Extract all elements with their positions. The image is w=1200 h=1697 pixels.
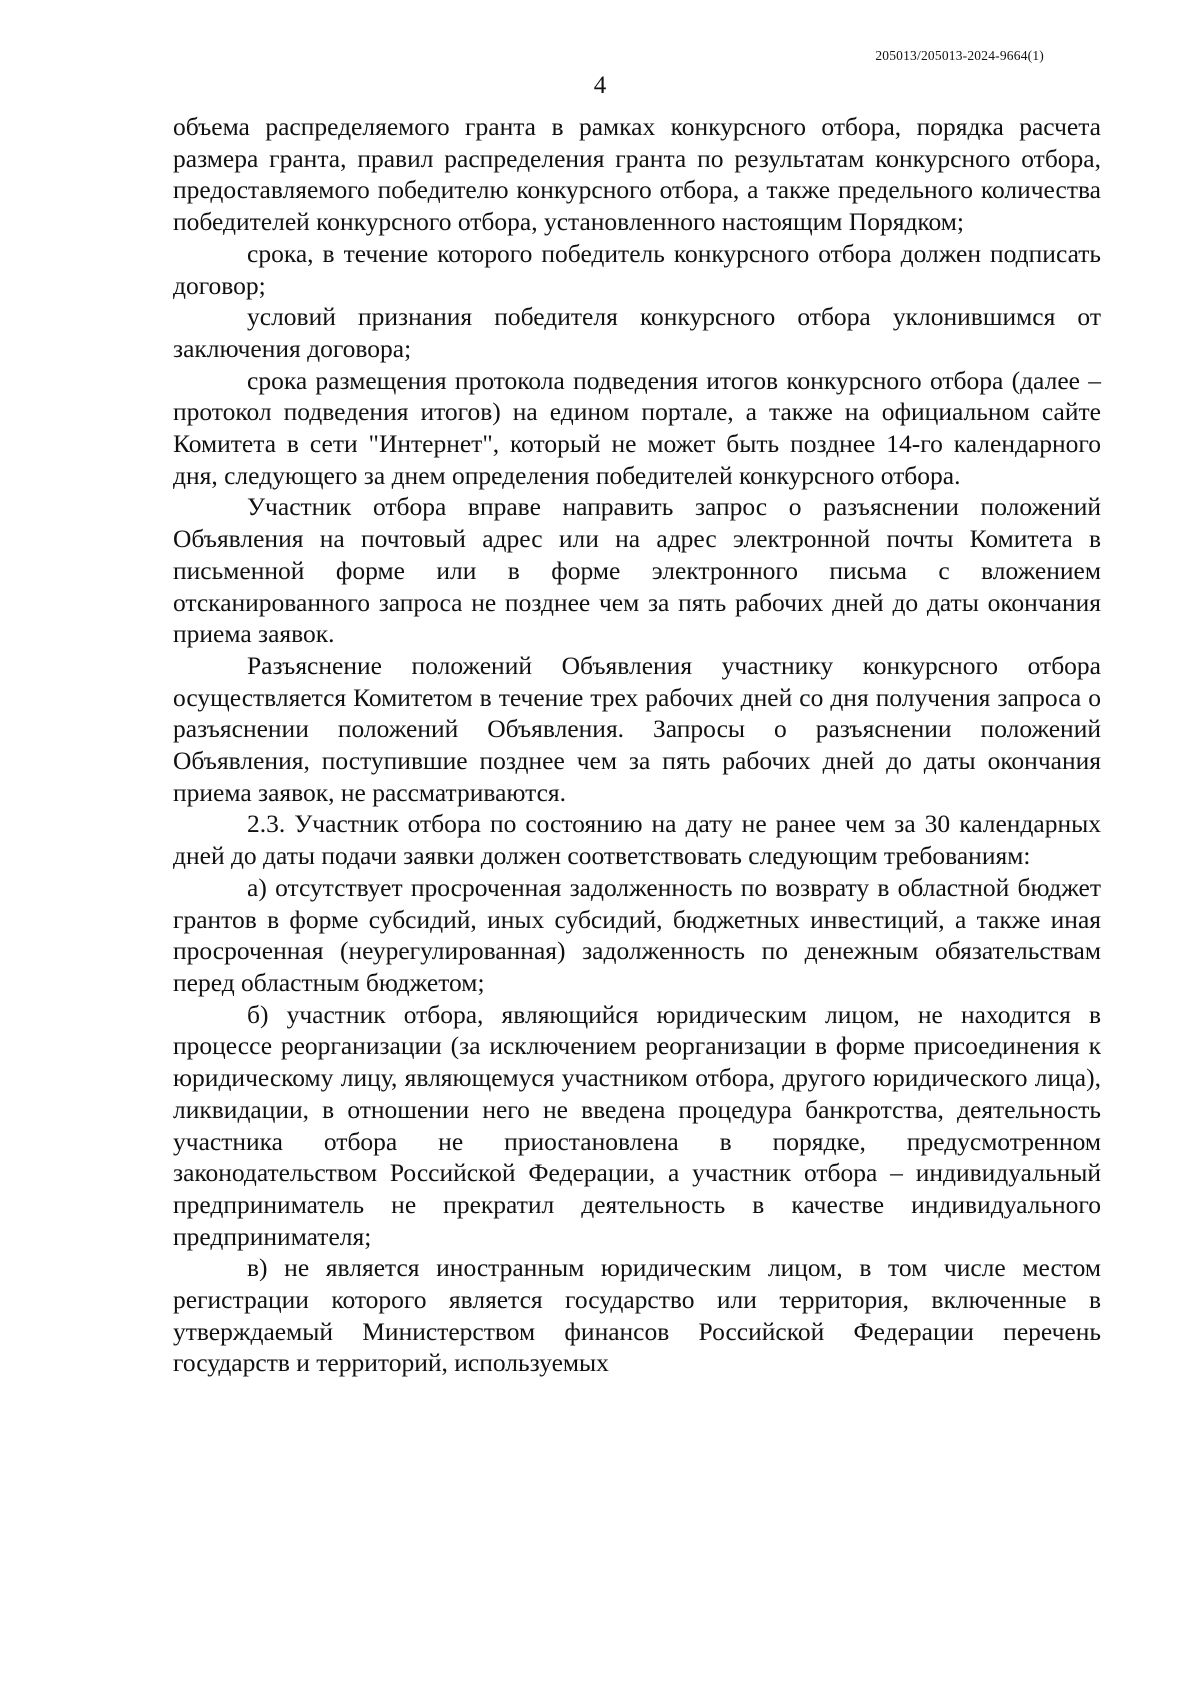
paragraph-1: объема распределяемого гранта в рамках конкурсного отбора, порядка расчета размера гранта, правил распределения гранта по результатам конкурсного отбора, предоставляемого победителю конкурсного отбора, а также предельного количества победителей конкурсного отбора, установленного настоящим Порядком; [173, 112, 1101, 237]
paragraph-9: б) участник отбора, являющийся юридическим лицом, не находится в процессе реорганизации (за исключением реорганизации в форме присоединения к юридическому лицу, являющемуся участником отбора, другого юридического лица), ликвидации, в отношении него не введена процедура банкротства, деятельность участника отбора не приостановлена в порядке, предусмотренном законодательством Российской Федерации, а участник отбора – индивидуальный предприниматель не прекратил деятельность в качестве индивидуального предпринимателя; [173, 999, 1101, 1251]
paragraph-4: срока размещения протокола подведения итогов конкурсного отбора (далее – протокол подведения итогов) на едином портале, а также на официальном сайте Комитета в сети "Интернет", который не может быть позднее 14-го календарного дня, следующего за днем определения победителей конкурсного отбора. [173, 365, 1101, 490]
paragraph-8: а) отсутствует просроченная задолженность по возврату в областной бюджет грантов в форме субсидий, иных субсидий, бюджетных инвестиций, а также иная просроченная (неурегулированная) задолженность по денежным обязательствам перед областным бюджетом; [173, 872, 1101, 997]
page-number: 4 [593, 72, 607, 99]
paragraph-10: в) не является иностранным юридическим лицом, в том числе местом регистрации которого является государство или территория, включенные в утверждаемый Министерством финансов Российской Федерации перечень государств и территорий, используемых [173, 1253, 1101, 1378]
paragraph-6: Разъяснение положений Объявления участнику конкурсного отбора осуществляется Комитетом в течение трех рабочих дней со дня получения запроса о разъяснении положений Объявления. Запросы о разъяснении положений Объявления, поступившие позднее чем за пять рабочих дней до даты окончания приема заявок, не рассматриваются. [173, 650, 1101, 807]
document-id: 205013/205013-2024-9664(1) [875, 48, 1044, 63]
paragraph-3: условий признания победителя конкурсного отбора уклонившимся от заключения договора; [173, 302, 1101, 363]
paragraph-5: Участник отбора вправе направить запрос о разъяснении положений Объявления на почтовый адрес или на адрес электронной почты Комитета в письменной форме или в форме электронного письма с вложением отсканированного запроса не позднее чем за пять рабочих дней до даты окончания приема заявок. [173, 492, 1101, 649]
paragraph-2: срока, в течение которого победитель конкурсного отбора должен подписать договор; [173, 238, 1101, 300]
paragraph-7: 2.3. Участник отбора по состоянию на дату не ранее чем за 30 календарных дней до даты подачи заявки должен соответствовать следующим требованиям: [173, 809, 1101, 871]
document-body [173, 111, 1101, 1379]
